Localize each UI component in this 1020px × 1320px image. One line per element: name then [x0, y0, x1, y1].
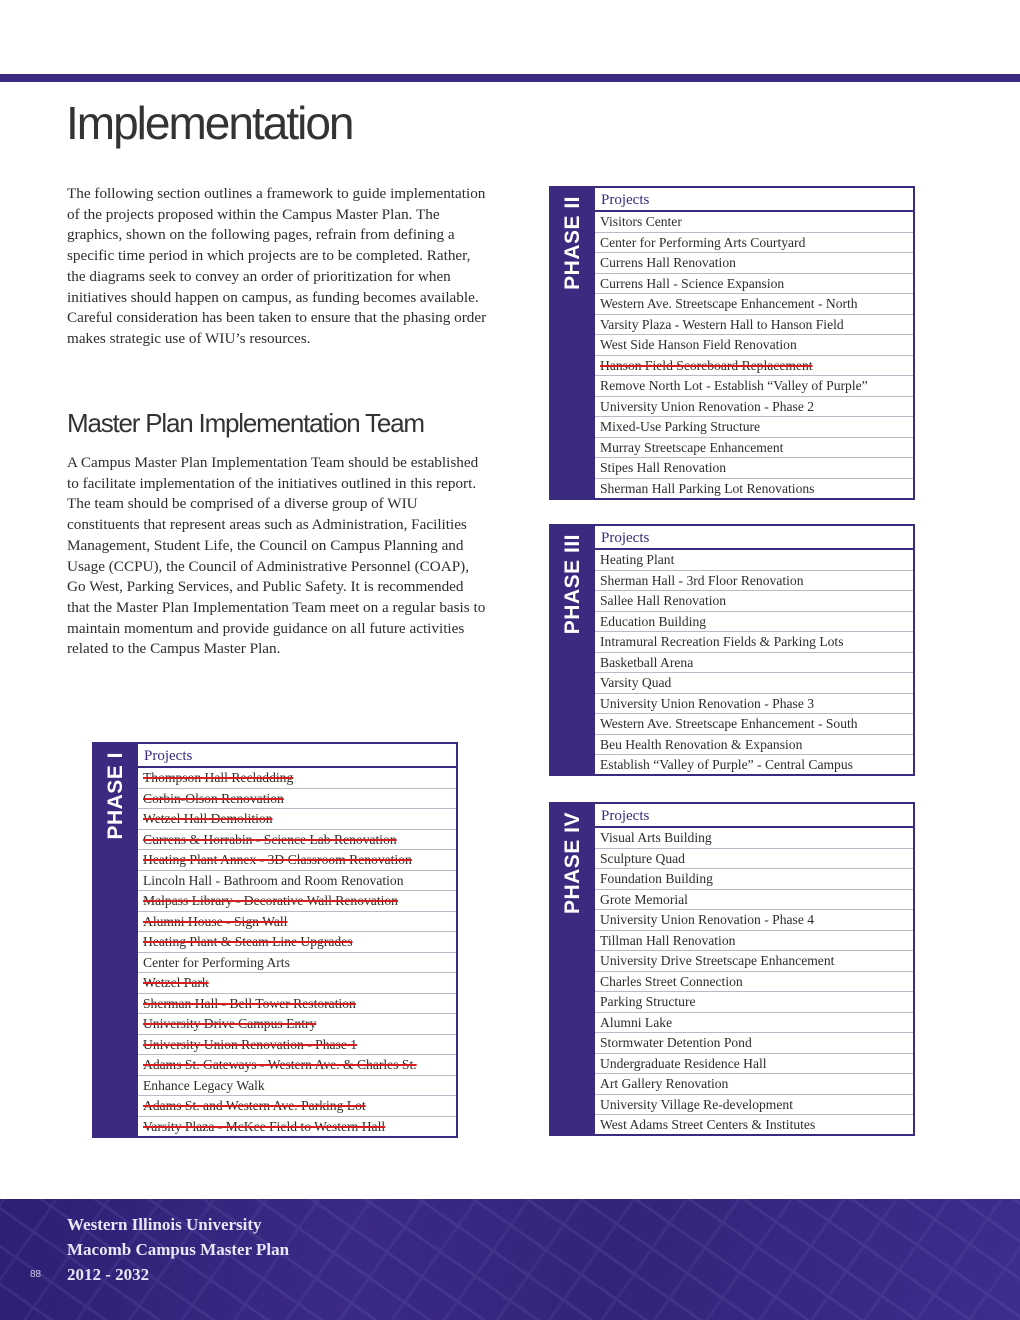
project-name: Remove North Lot - Establish “Valley of Purple” — [600, 378, 868, 393]
project-item — [595, 233, 913, 254]
projects-header: Projects — [595, 804, 913, 828]
project-name: Varsity Quad — [600, 675, 672, 690]
project-item — [595, 694, 913, 715]
project-item — [595, 1115, 913, 1136]
project-item — [595, 931, 913, 952]
project-name-completed: Adams St. Gateways - Western Ave. & Charles St. — [143, 1057, 417, 1072]
project-item — [595, 571, 913, 592]
project-item — [595, 315, 913, 336]
project-item — [595, 653, 913, 674]
project-name-completed: Heating Plant Annex - 3D Classroom Renovation — [143, 852, 412, 867]
project-name: Tillman Hall Renovation — [600, 932, 736, 948]
project-name-completed: Varsity Plaza - McKee Field to Western Hall — [143, 1118, 386, 1134]
phase-2-table — [549, 186, 915, 500]
project-name: Visual Arts Building — [600, 830, 712, 845]
phase-label: PHASE III — [561, 534, 584, 635]
top-rule — [0, 74, 1020, 82]
project-name-completed: Heating Plant & Steam Line Upgrades — [143, 934, 353, 949]
project-item — [595, 479, 913, 500]
project-item — [595, 755, 913, 776]
project-item — [595, 1095, 913, 1116]
footer-university: Western Illinois University — [67, 1215, 262, 1234]
project-item — [595, 274, 913, 295]
project-item — [595, 438, 913, 459]
project-item — [595, 890, 913, 911]
project-name-completed: Adams St. and Western Ave. Parking Lot — [143, 1098, 366, 1113]
project-name-completed: Hanson Field Scoreboard Replacement — [600, 357, 813, 373]
project-name: Education Building — [600, 613, 707, 629]
project-item — [595, 828, 913, 849]
project-item — [595, 714, 913, 735]
project-item — [595, 910, 913, 931]
project-name: Lincoln Hall - Bathroom and Room Renovation — [143, 872, 404, 888]
phase-band — [551, 804, 595, 1134]
project-name-completed: University Drive Campus Entry — [143, 1016, 317, 1031]
project-name-completed: Malpass Library - Decorative Wall Renovation — [143, 893, 398, 908]
project-name: University Drive Streetscape Enhancement — [600, 953, 835, 968]
project-name: Enhance Legacy Walk — [143, 1077, 265, 1093]
projects-header: Projects — [595, 188, 913, 212]
project-item — [595, 253, 913, 274]
phase-label: PHASE II — [561, 196, 584, 290]
project-name: Establish “Valley of Purple” - Central Campus — [600, 757, 853, 772]
project-list — [138, 768, 456, 1137]
project-name: University Union Renovation - Phase 2 — [600, 398, 815, 414]
project-name: West Adams Street Centers & Institutes — [600, 1117, 816, 1132]
project-item — [595, 591, 913, 612]
project-name-completed: Thompson Hall Recladding — [143, 770, 294, 785]
project-item — [138, 932, 456, 953]
project-name-completed: Wetzel Park — [143, 975, 209, 990]
project-list — [595, 212, 913, 499]
phase-band — [94, 744, 138, 1136]
phase-band — [551, 188, 595, 498]
project-item — [138, 973, 456, 994]
project-item — [595, 212, 913, 233]
project-name: Varsity Plaza - Western Hall to Hanson Field — [600, 316, 844, 332]
project-item — [138, 994, 456, 1015]
project-item — [595, 992, 913, 1013]
project-name: Sallee Hall Renovation — [600, 593, 727, 608]
project-item — [138, 1076, 456, 1097]
project-item — [138, 809, 456, 830]
footer-plan-name: Macomb Campus Master Plan — [67, 1240, 290, 1259]
project-item — [595, 1054, 913, 1075]
project-item — [138, 830, 456, 851]
project-item — [138, 789, 456, 810]
project-item — [595, 417, 913, 438]
project-item — [595, 356, 913, 377]
phase-label: PHASE I — [104, 752, 127, 840]
project-name: Stipes Hall Renovation — [600, 460, 727, 475]
phase-band — [551, 526, 595, 774]
project-name: Center for Performing Arts Courtyard — [600, 234, 806, 250]
project-name: Sherman Hall - 3rd Floor Renovation — [600, 572, 804, 588]
project-name: Western Ave. Streetscape Enhancement - South — [600, 716, 858, 731]
page-title: Implementation — [66, 97, 353, 149]
project-name: University Union Renovation - Phase 3 — [600, 695, 815, 711]
project-item — [595, 376, 913, 397]
project-name: Murray Streetscape Enhancement — [600, 439, 784, 455]
project-list — [595, 550, 913, 776]
project-name-completed: Corbin-Olson Renovation — [143, 790, 284, 806]
phase-3-table — [549, 524, 915, 776]
project-item — [138, 1055, 456, 1076]
project-name: Stormwater Detention Pond — [600, 1035, 752, 1050]
projects-header: Projects — [138, 744, 456, 768]
project-name-completed: Sherman Hall - Bell Tower Restoration — [143, 995, 356, 1011]
project-name: Sculpture Quad — [600, 850, 685, 866]
project-item — [138, 850, 456, 871]
project-item — [595, 972, 913, 993]
project-name-completed: Wetzel Hall Demolition — [143, 811, 273, 826]
phase-label: PHASE IV — [561, 812, 584, 915]
project-list — [595, 828, 913, 1136]
project-item — [595, 1013, 913, 1034]
project-name: Visitors Center — [600, 214, 682, 229]
project-item — [595, 550, 913, 571]
phase-4-table — [549, 802, 915, 1136]
project-name: Heating Plant — [600, 552, 675, 567]
project-name-completed: Currens & Horrabin - Science Lab Renovation — [143, 831, 397, 847]
project-item — [138, 953, 456, 974]
project-name: University Union Renovation - Phase 4 — [600, 912, 815, 927]
project-name: Sherman Hall Parking Lot Renovations — [600, 480, 815, 496]
project-item — [595, 1074, 913, 1095]
project-name: University Village Re-development — [600, 1096, 793, 1112]
page-number: 88 — [30, 1269, 42, 1280]
project-item — [595, 335, 913, 356]
project-item — [595, 397, 913, 418]
team-paragraph: A Campus Master Plan Implementation Team should be established to facilitate implementation of the initiatives outlined in this report. The team should be comprised of a diverse group of WIU constituents that represent areas such as Administration, Facilities Management, Student Life, the Council on Campus Planning and Usage (CCPU), the Council of Administrative Personnel (COAP), Go West, Parking Services, and Public Safety. It is recommended that the Master Plan Implementation Team meet on a regular basis to maintain momentum and provide guidance on all future activities related to the Campus Master Plan. — [67, 454, 486, 658]
project-item — [138, 891, 456, 912]
project-item — [138, 768, 456, 789]
project-name: Western Ave. Streetscape Enhancement - North — [600, 296, 858, 311]
project-name: Undergraduate Residence Hall — [600, 1055, 767, 1071]
intro-paragraph: The following section outlines a framework to guide implementation of the projects proposed within the Campus Master Plan. The graphics, shown on the following pages, refrain from defining a specific time period in which projects are to be completed. Rather, the diagrams seek to convey an order of prioritization for when initiatives should happen on campus, as funding becomes available. Careful consideration has been taken to ensure that the phasing order makes strategic use of WIU’s resources. — [67, 185, 487, 347]
project-name: West Side Hanson Field Renovation — [600, 337, 797, 352]
project-name: Intramural Recreation Fields & Parking Lots — [600, 634, 844, 649]
project-name: Basketball Arena — [600, 654, 694, 670]
project-name: Parking Structure — [600, 994, 696, 1009]
project-name: Art Gallery Renovation — [600, 1076, 729, 1091]
project-name: Foundation Building — [600, 871, 713, 886]
project-item — [138, 1014, 456, 1035]
project-item — [138, 871, 456, 892]
project-item — [595, 735, 913, 756]
project-item — [595, 869, 913, 890]
project-name: Beu Health Renovation & Expansion — [600, 736, 803, 752]
project-name: Mixed-Use Parking Structure — [600, 419, 761, 434]
team-heading: Master Plan Implementation Team — [67, 408, 424, 438]
project-item — [595, 849, 913, 870]
projects-header: Projects — [595, 526, 913, 550]
project-item — [595, 612, 913, 633]
project-item — [595, 632, 913, 653]
project-item — [595, 673, 913, 694]
project-item — [595, 951, 913, 972]
project-name-completed: Alumni House - Sign Wall — [143, 913, 288, 929]
project-name: Currens Hall - Science Expansion — [600, 275, 785, 291]
project-name-completed: University Union Renovation - Phase 1 — [143, 1036, 358, 1052]
project-name: Grote Memorial — [600, 891, 688, 907]
project-item — [595, 1033, 913, 1054]
project-item — [138, 912, 456, 933]
footer-years: 2012 - 2032 — [67, 1265, 150, 1284]
project-name: Charles Street Connection — [600, 973, 743, 989]
project-item — [595, 458, 913, 479]
project-item — [138, 1096, 456, 1117]
footer-banner — [0, 1199, 1020, 1320]
project-name: Center for Performing Arts — [143, 954, 290, 970]
project-item — [595, 294, 913, 315]
project-name: Alumni Lake — [600, 1014, 673, 1030]
project-name: Currens Hall Renovation — [600, 255, 736, 270]
phase-1-table — [92, 742, 458, 1138]
project-item — [138, 1035, 456, 1056]
project-item — [138, 1117, 456, 1138]
